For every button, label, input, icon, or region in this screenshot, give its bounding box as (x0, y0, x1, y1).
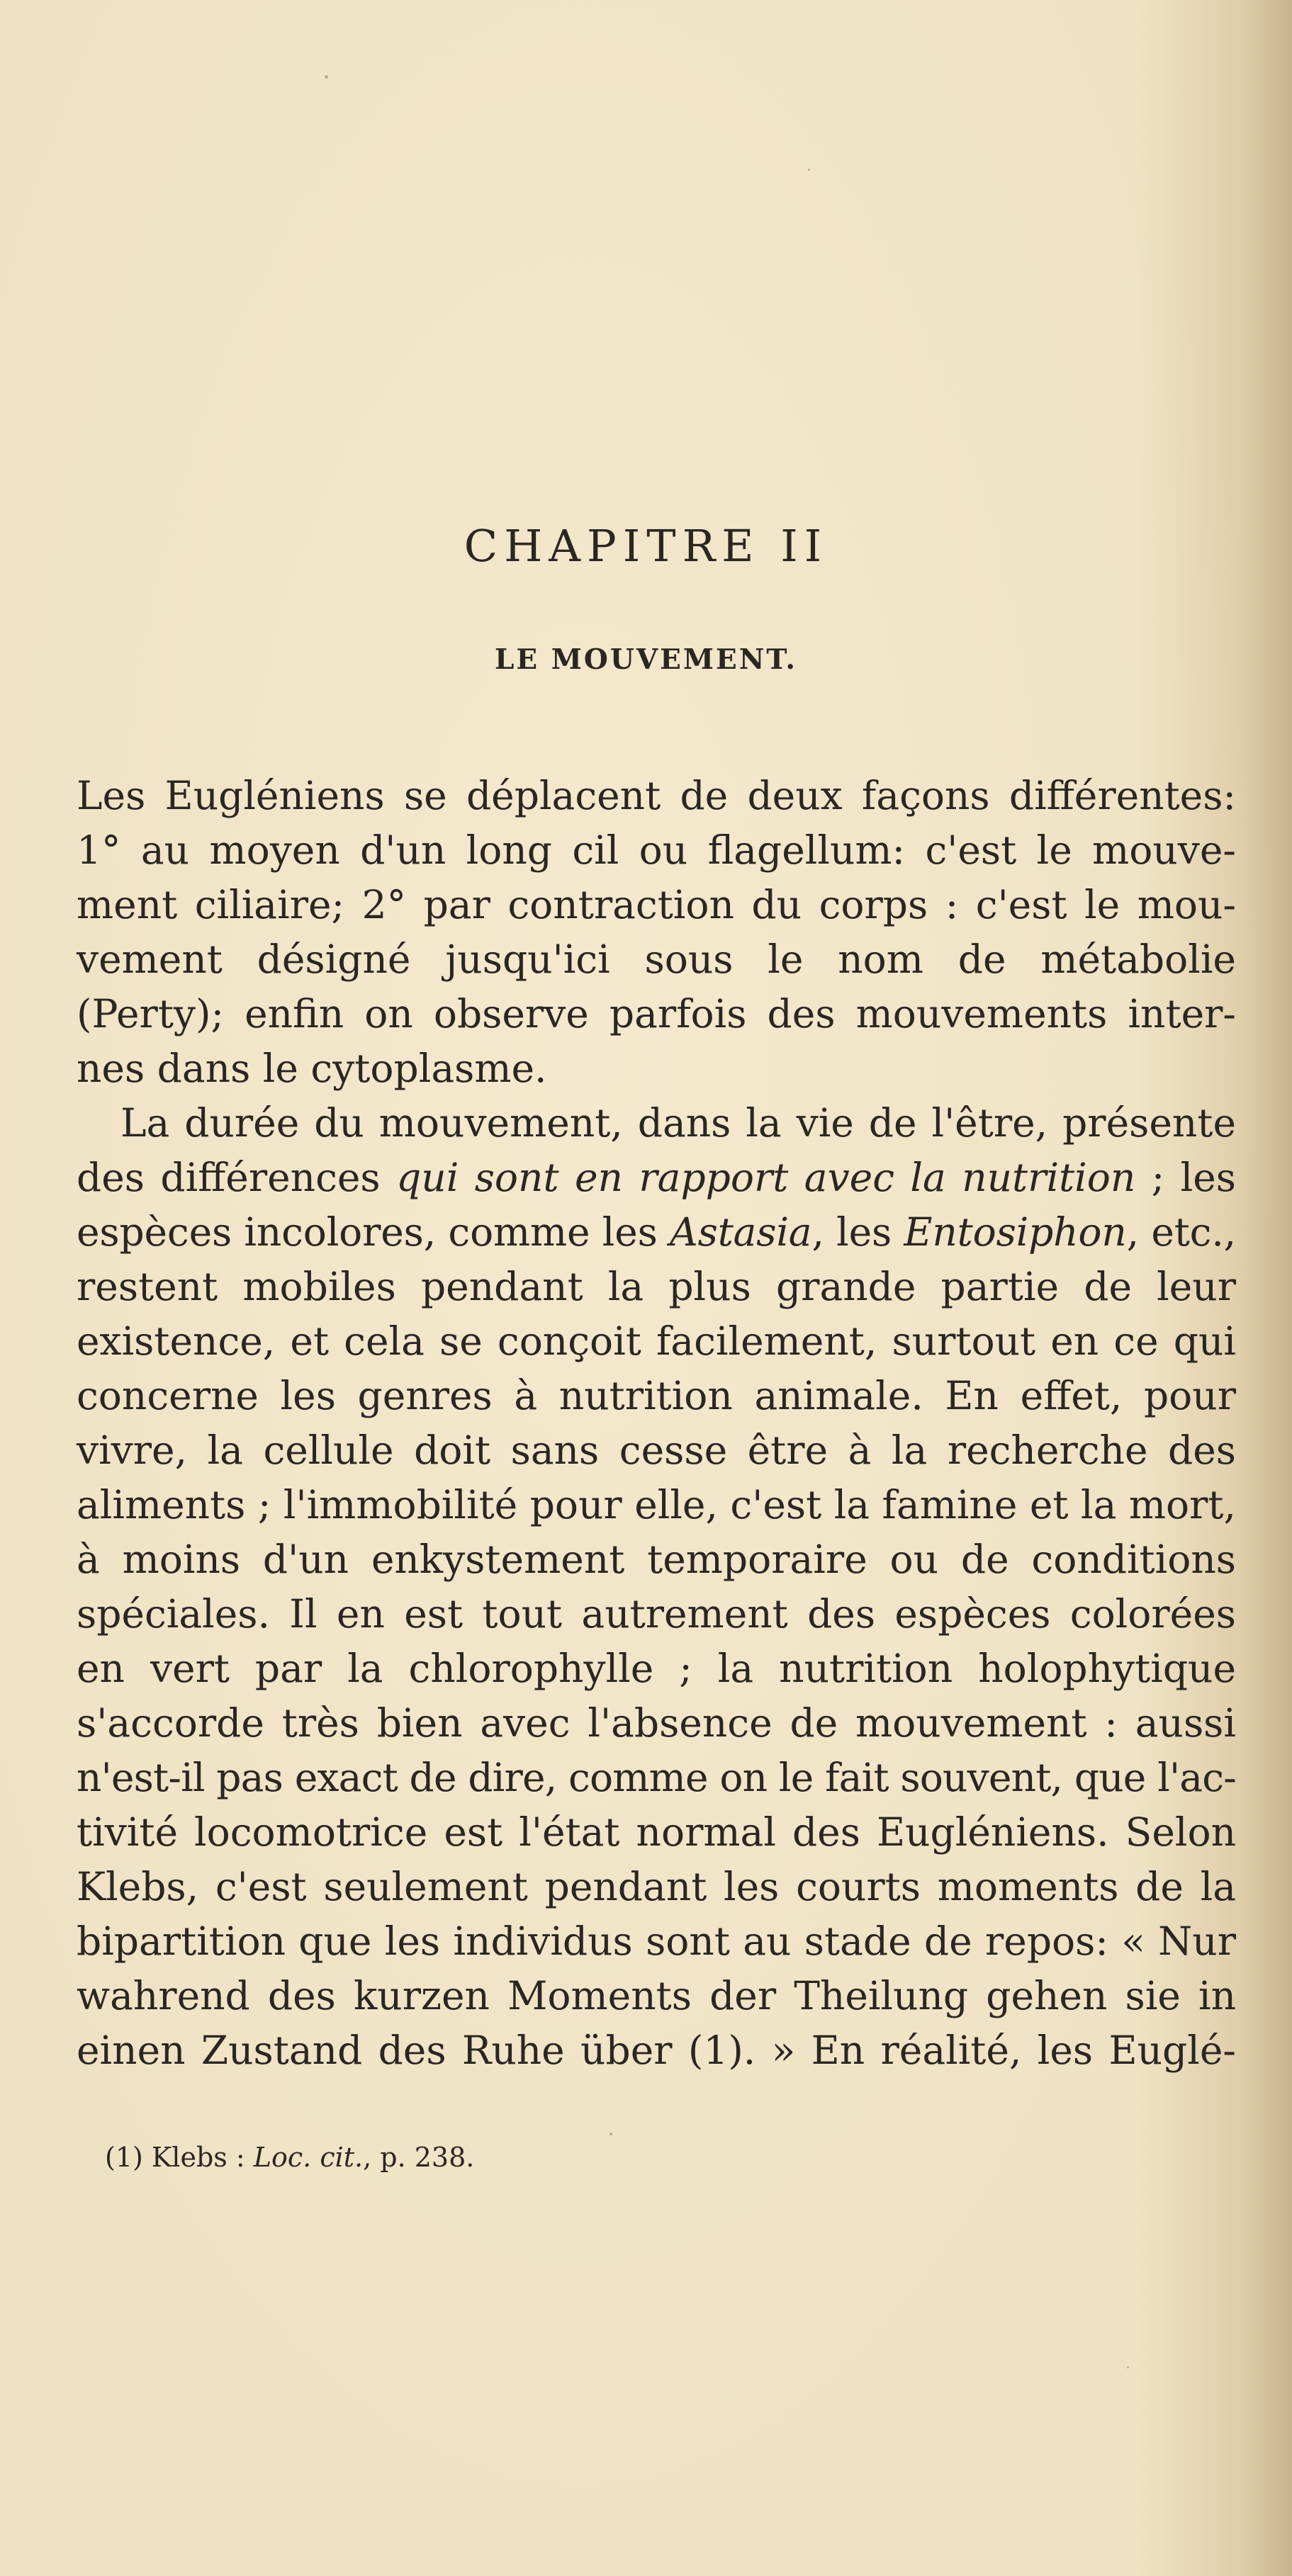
text-line (77, 769, 1236, 823)
text-line (77, 823, 1236, 878)
text-line (77, 1423, 1236, 1478)
text-line (77, 1314, 1236, 1369)
text-line (77, 878, 1236, 932)
paper-speck (808, 169, 810, 171)
text-segment: tivité locomotrice est l'état normal des Eugléniens. Selon (77, 1809, 1236, 1855)
text-segment: bipartition que les individus sont au stade de repos: « Nur (77, 1919, 1236, 1964)
text-line (77, 1096, 1236, 1151)
text-segment: nes dans le cytoplasme. (77, 1046, 547, 1091)
text-segment: n'est-il pas exact de dire, comme on le fait souvent, que l'ac- (77, 1755, 1236, 1800)
chapter-title: CHAPITRE II (464, 520, 828, 572)
footnote-marker: (1) (105, 2142, 143, 2173)
text-segment: 1° au moyen d'un long cil ou flagellum: c'est le mouve- (77, 827, 1236, 873)
body-text (77, 769, 1236, 2078)
text-segment: ment ciliaire; 2° par contraction du corps : c'est le mou- (77, 882, 1236, 927)
text-line (77, 1969, 1236, 2023)
text-segment: restent mobiles pendant la plus grande partie de leur (77, 1264, 1236, 1309)
text-segment: des différences (77, 1155, 397, 1200)
text-segment: einen Zustand des Ruhe über (1). » En réalité, les Euglé- (77, 2028, 1236, 2073)
text-line (77, 1151, 1236, 1205)
text-line (77, 1642, 1236, 1696)
text-segment: aliments ; l'immobilité pour elle, c'est la famine et la mort, (77, 1482, 1236, 1527)
text-line (77, 1205, 1236, 1260)
text-segment: , les (811, 1209, 904, 1255)
footnote-reference: Loc. cit. (253, 2142, 364, 2173)
text-line (77, 932, 1236, 987)
text-segment: Les Eugléniens se déplacent de deux façons différentes: (77, 773, 1236, 818)
text-segment: wahrend des kurzen Moments der Theilung gehen sie in (77, 1973, 1236, 2018)
text-segment: spéciales. Il en est tout autrement des espèces colorées (77, 1591, 1236, 1637)
text-line (77, 1860, 1236, 1914)
text-line (77, 1751, 1236, 1805)
text-line (77, 1260, 1236, 1314)
text-line (77, 1478, 1236, 1532)
text-line (77, 1041, 1236, 1096)
paper-speck (610, 2132, 612, 2135)
text-segment: en vert par la chlorophylle ; la nutrition holophytique (77, 1646, 1236, 1691)
text-segment: à moins d'un enkystement temporaire ou de conditions (77, 1537, 1236, 1582)
text-segment: espèces incolores, comme les (77, 1209, 670, 1255)
paper-speck (1127, 2366, 1129, 2368)
text-line (77, 1914, 1236, 1969)
text-segment: vement désigné jusqu'ici sous le nom de métabolie (77, 937, 1236, 982)
text-line (77, 1369, 1236, 1423)
chapter-subtitle: LE MOUVEMENT. (495, 643, 797, 676)
text-segment: , etc., (1126, 1209, 1236, 1255)
text-segment: (Perty); enfin on observe parfois des mouvements inter- (77, 991, 1236, 1036)
paper-speck (325, 75, 328, 79)
text-line (77, 1587, 1236, 1642)
text-segment: Klebs, c'est seulement pendant les courts moments de la (77, 1864, 1236, 1909)
text-line (77, 987, 1236, 1041)
text-segment: existence, et cela se conçoit facilement, surtout en ce qui (77, 1318, 1236, 1364)
footnote-page: , p. 238. (363, 2142, 475, 2173)
text-line (77, 1696, 1236, 1751)
text-segment: vivre, la cellule doit sans cesse être à la recherche des (77, 1428, 1236, 1473)
text-segment: La durée du mouvement, dans la vie de l'être, présente (120, 1100, 1236, 1146)
italic-text: Astasia (670, 1209, 812, 1255)
footnote-author: Klebs : (151, 2142, 245, 2173)
footnote (105, 2136, 474, 2179)
italic-text: qui sont en rapport avec la nutrition (396, 1155, 1136, 1200)
text-line (77, 1532, 1236, 1587)
text-line (77, 2023, 1236, 2078)
italic-text: Entosiphon (904, 1209, 1127, 1255)
text-line (77, 1805, 1236, 1860)
text-segment: concerne les genres à nutrition animale. En effet, pour (77, 1373, 1236, 1418)
text-segment: ; les (1135, 1155, 1236, 1200)
text-segment: s'accorde très bien avec l'absence de mouvement : aussi (77, 1700, 1236, 1746)
